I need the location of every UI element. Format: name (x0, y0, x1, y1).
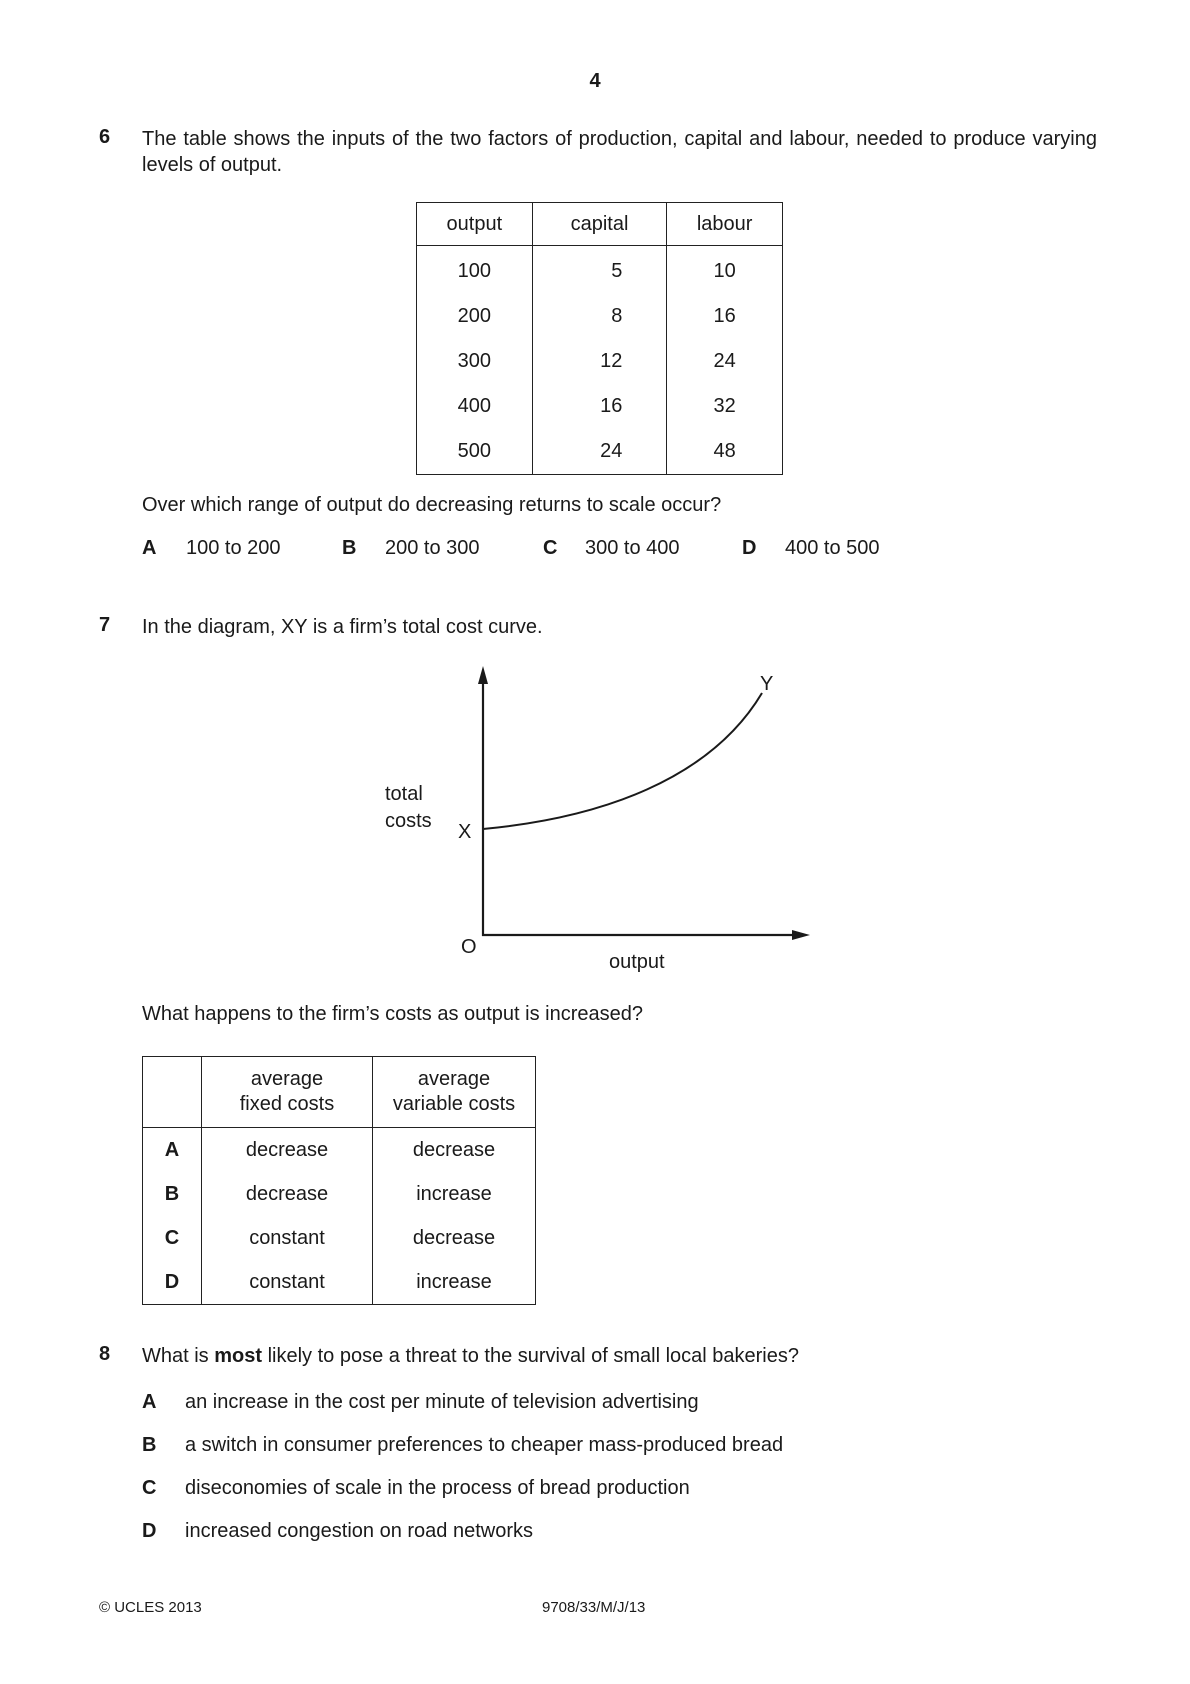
x-axis-label: output (609, 951, 665, 973)
capital-cell: 5 (532, 246, 667, 295)
output-cell: 300 (417, 339, 533, 384)
origin-label: O (461, 936, 477, 958)
table-row (143, 1172, 536, 1216)
question-7-text: In the diagram, XY is a firm’s total cost curve. (142, 616, 543, 638)
afc-cell: decrease (202, 1128, 373, 1173)
labour-cell: 48 (667, 429, 783, 475)
costs-table-header-row (143, 1057, 536, 1128)
output-cell: 500 (417, 429, 533, 475)
labour-cell: 10 (667, 246, 783, 295)
costs-header-blank (143, 1057, 202, 1128)
question-6-number: 6 (99, 126, 111, 148)
total-cost-curve (483, 693, 762, 829)
question-6-prompt: Over which range of output do decreasing returns to scale occur? (142, 494, 722, 516)
output-cell: 200 (417, 294, 533, 339)
labour-cell: 24 (667, 339, 783, 384)
capital-cell: 16 (532, 384, 667, 429)
q6-option-a-letter: A (142, 537, 157, 559)
table-row (143, 1260, 536, 1305)
costs-header-avc (373, 1057, 536, 1128)
option-letter: D (143, 1260, 202, 1305)
inputs-header-capital: capital (532, 203, 667, 246)
footer-code: 9708/33/M/J/13 (542, 1599, 646, 1616)
q8-text-before: What is (142, 1345, 215, 1367)
q8-option-c-text: diseconomies of scale in the process of bread production (185, 1477, 690, 1499)
q8-option-a-text: an increase in the cost per minute of television advertising (185, 1391, 699, 1413)
q6-option-c-text: 300 to 400 (585, 537, 680, 559)
costs-table (142, 1056, 536, 1305)
avc-cell: decrease (373, 1128, 536, 1173)
question-8-number: 8 (99, 1343, 111, 1365)
afc-cell: decrease (202, 1172, 373, 1216)
y-axis-label-line2: costs (385, 810, 432, 832)
inputs-header-labour: labour (667, 203, 783, 246)
q8-option-b-letter: B (142, 1434, 157, 1456)
y-axis-label-line1: total (385, 783, 423, 805)
q6-option-c-letter: C (543, 537, 558, 559)
option-letter: C (143, 1216, 202, 1260)
q8-option-c-letter: C (142, 1477, 157, 1499)
q6-option-a-text: 100 to 200 (186, 537, 281, 559)
avc-header-text: average variable costs (392, 1068, 516, 1115)
q8-option-d-letter: D (142, 1520, 157, 1542)
option-letter: A (143, 1128, 202, 1173)
afc-header-text: average fixed costs (239, 1068, 335, 1115)
point-x-label: X (458, 821, 472, 843)
question-7-prompt: What happens to the firm’s costs as output is increased? (142, 1003, 644, 1025)
capital-cell: 12 (532, 339, 667, 384)
question-8-text (142, 1343, 799, 1369)
q8-option-d-text: increased congestion on road networks (185, 1520, 533, 1542)
q6-option-d-letter: D (742, 537, 757, 559)
labour-cell: 32 (667, 384, 783, 429)
point-y-label: Y (760, 673, 774, 695)
table-row (143, 1128, 536, 1173)
avc-cell: decrease (373, 1216, 536, 1260)
question-7-number: 7 (99, 614, 111, 636)
output-cell: 100 (417, 246, 533, 295)
q6-option-b-letter: B (342, 537, 357, 559)
avc-cell: increase (373, 1172, 536, 1216)
capital-cell: 8 (532, 294, 667, 339)
option-letter: B (143, 1172, 202, 1216)
inputs-header-output: output (417, 203, 533, 246)
capital-cell: 24 (532, 429, 667, 475)
costs-header-afc (202, 1057, 373, 1128)
q8-option-a-letter: A (142, 1391, 157, 1413)
q6-option-d-text: 400 to 500 (785, 537, 880, 559)
avc-cell: increase (373, 1260, 536, 1305)
footer-copyright: © UCLES 2013 (99, 1599, 202, 1616)
q8-text-bold: most (214, 1345, 263, 1367)
q8-text-after: likely to pose a threat to the survival of small local bakeries? (262, 1345, 799, 1367)
q8-option-b-text: a switch in consumer preferences to cheaper mass-produced bread (185, 1434, 784, 1456)
y-axis-arrowhead (478, 666, 488, 684)
q6-option-b-text: 200 to 300 (385, 537, 480, 559)
afc-cell: constant (202, 1260, 373, 1305)
page-number: 4 (589, 70, 601, 92)
labour-cell: 16 (667, 294, 783, 339)
afc-cell: constant (202, 1216, 373, 1260)
table-row (143, 1216, 536, 1260)
x-axis-arrowhead (792, 930, 810, 940)
question-6-text: The table shows the inputs of the two factors of production, capital and labour, needed to produce varying levels of output. (142, 128, 1097, 176)
output-cell: 400 (417, 384, 533, 429)
